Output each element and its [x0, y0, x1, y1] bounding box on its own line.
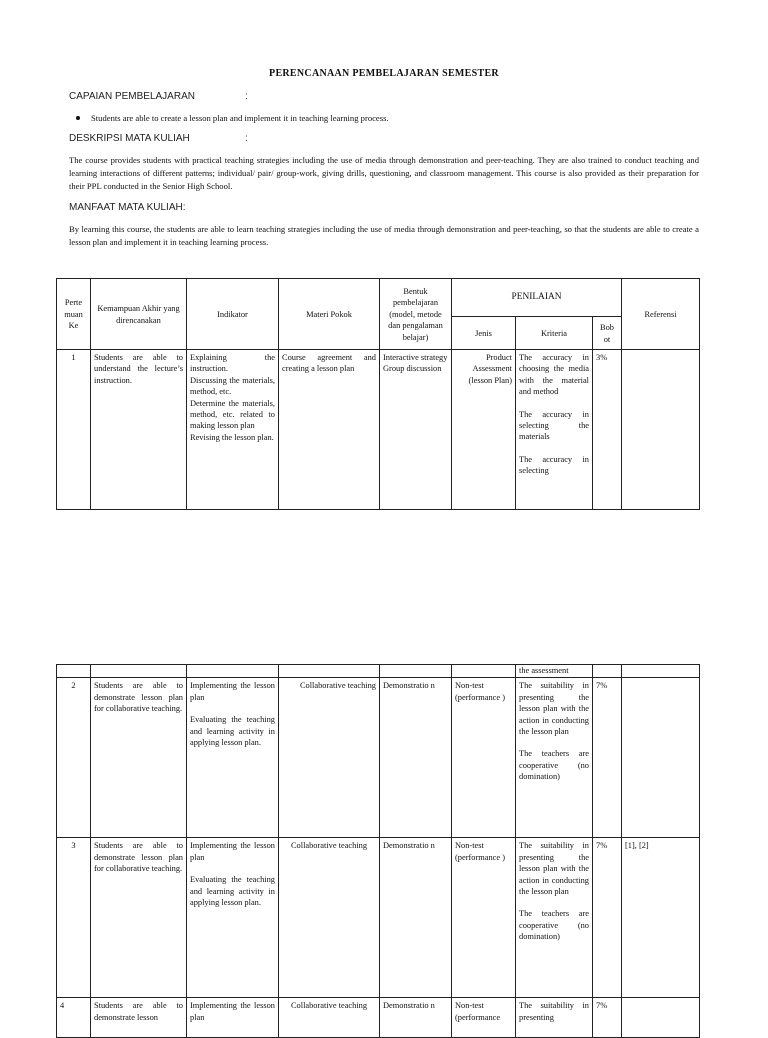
materi-cell: Collaborative teaching [279, 678, 380, 838]
row-number: 4 [57, 998, 91, 1038]
indikator-item: Evaluating the teaching and learning activity in applying lesson plan. [190, 875, 275, 908]
kriteria-item: The suitability in presenting the lesson plan with the action in conducting the lesson plan [519, 681, 589, 737]
row-number: 1 [57, 350, 91, 510]
table-row [57, 998, 700, 1038]
page-title: PERENCANAAN PEMBELAJARAN SEMESTER [269, 68, 499, 79]
indikator-cell [187, 998, 279, 1038]
header-materi: Materi Pokok [279, 279, 380, 350]
materi-cell: Course agreement and creating a lesson plan [279, 350, 380, 510]
kriteria-item: The suitability in presenting [519, 1001, 589, 1022]
kriteria-cell [516, 678, 593, 838]
bobot-cell: 7% [593, 678, 622, 838]
referensi-cell [622, 998, 700, 1038]
manfaat-label: MANFAAT MATA KULIAH: [69, 202, 186, 213]
bullet-icon [76, 116, 80, 120]
kemampuan-cell: Students are able to demonstrate lesson plan for collaborative teaching. [91, 678, 187, 838]
deskripsi-paragraph: The course provides students with practical teaching strategies including the use of media through demonstration and peer-teaching. They are also trained to conduct teaching and learning interactions of different patterns; individual/ pair/ group-work, giving drills, questioning, and classroom management. This course is also provided as their preparation for their PPL conducted in the Senior High School. [69, 155, 699, 191]
kriteria-cell [516, 838, 593, 998]
kriteria-item: The teachers are cooperative (no domination) [519, 749, 589, 782]
header-kriteria: Kriteria [516, 317, 593, 350]
bentuk-item: Group discussion [383, 364, 442, 374]
header-indikator: Indikator [187, 279, 279, 350]
indikator-item: Evaluating the teaching and learning activity in applying lesson plan. [190, 715, 275, 748]
materi-cell: Collaborative teaching [279, 838, 380, 998]
referensi-cell [622, 350, 700, 510]
deskripsi-heading [69, 133, 248, 144]
kemampuan-cell: Students are able to demonstrate lesson [91, 998, 187, 1038]
materi-cell: Collaborative teaching [279, 998, 380, 1038]
header-jenis: Jenis [452, 317, 516, 350]
capaian-colon: : [245, 91, 248, 102]
bentuk-item: Interactive strategy [383, 353, 448, 362]
kriteria-item: The suitability in presenting the lesson plan with the action in conducting the lesson plan [519, 841, 589, 897]
deskripsi-colon: : [245, 133, 248, 144]
indikator-cell [187, 350, 279, 510]
kriteria-item: The accuracy in choosing the media with the material and method [519, 353, 589, 397]
bentuk-cell: Demonstratio n [380, 838, 452, 998]
indikator-item: Discussing the materials, method, etc. [190, 375, 275, 397]
header-referensi: Referensi [622, 279, 700, 350]
indikator-cell [187, 678, 279, 838]
indikator-item: Explaining the instruction. [190, 353, 275, 374]
header-pertemuan: Perte muan Ke [57, 279, 91, 350]
header-kemampuan: Kemampuan Akhir yang direncanakan [91, 279, 187, 350]
bobot-cell: 3% [593, 350, 622, 510]
table-row [57, 678, 700, 838]
header-penilaian: PENILAIAN [452, 279, 622, 317]
referensi-cell [622, 678, 700, 838]
bobot-cell: 7% [593, 838, 622, 998]
kemampuan-cell: Students are able to understand the lecture’s instruction. [91, 350, 187, 510]
bentuk-cell [380, 350, 452, 510]
indikator-item: Implementing the lesson plan [190, 841, 275, 862]
jenis-cell: Non-test (performance [452, 998, 516, 1038]
capaian-list-item [76, 113, 389, 123]
continuation-row [57, 665, 700, 678]
row-number: 2 [57, 678, 91, 838]
kriteria-cell [516, 998, 593, 1038]
kriteria-cell: the assessment [516, 665, 593, 678]
bentuk-cell: Demonstratio n [380, 998, 452, 1038]
table-row [57, 838, 700, 998]
bentuk-cell: Demonstratio n [380, 678, 452, 838]
jenis-cell: Product Assessment (lesson Plan) [452, 350, 516, 510]
jenis-cell: Non-test (performance ) [452, 678, 516, 838]
indikator-item: Determine the materials, method, etc. related to making lesson plan [190, 398, 275, 431]
capaian-item-text: Students are able to create a lesson plan and implement it in teaching learning process. [91, 113, 389, 123]
indikator-cell [187, 838, 279, 998]
kriteria-item: The teachers are cooperative (no domination) [519, 909, 589, 942]
referensi-cell: [1], [2] [622, 838, 700, 998]
indikator-item: Implementing the lesson plan [190, 1001, 275, 1022]
rps-table-header [56, 278, 700, 510]
manfaat-heading [69, 202, 186, 213]
table-row [57, 350, 700, 510]
row-number: 3 [57, 838, 91, 998]
kriteria-item: The accuracy in selecting the materials [519, 409, 589, 442]
rps-table-continued [56, 664, 700, 1038]
bobot-cell: 7% [593, 998, 622, 1038]
capaian-heading [69, 91, 248, 102]
deskripsi-label: DESKRIPSI MATA KULIAH [69, 133, 190, 144]
jenis-cell: Non-test (performance ) [452, 838, 516, 998]
header-bentuk: Bentuk pembelajaran (model, metode dan pengalaman belajar) [380, 279, 452, 350]
header-bobot: Bob ot [593, 317, 622, 350]
kemampuan-cell: Students are able to demonstrate lesson plan for collaborative teaching. [91, 838, 187, 998]
indikator-item: Revising the lesson plan. [190, 432, 274, 442]
kriteria-item: The accuracy in selecting [519, 454, 589, 476]
indikator-item: Implementing the lesson plan [190, 681, 275, 702]
manfaat-paragraph: By learning this course, the students are able to learn teaching strategies including the use of media through demonstration and peer-teaching, so that the students are able to create a lesson plan and implement it in teaching learning process. [69, 224, 699, 247]
capaian-label: CAPAIAN PEMBELAJARAN [69, 91, 195, 102]
kriteria-cell [516, 350, 593, 510]
